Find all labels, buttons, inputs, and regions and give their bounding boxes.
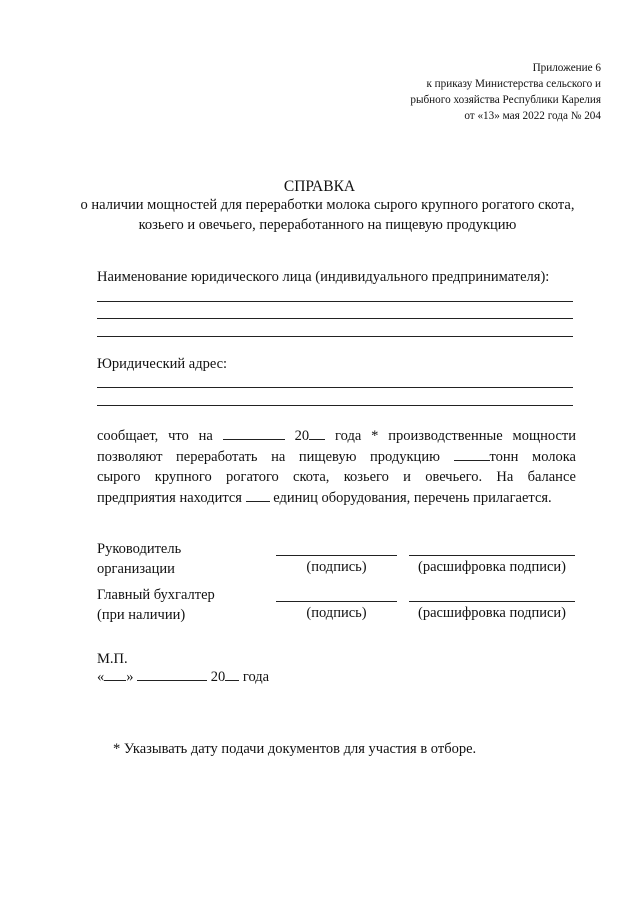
- entity-name-line-1: [97, 301, 573, 302]
- appendix-line-4: от «13» мая 2022 года № 204: [464, 110, 601, 122]
- accountant-label: Главный бухгалтер (при наличии): [97, 587, 215, 623]
- head-signature-line: [276, 555, 397, 556]
- accountant-signature-caption: (подпись): [306, 605, 367, 621]
- body-line-4: предприятия находится единиц оборудования, перечень прилагается.: [97, 487, 576, 508]
- accountant-signature-line: [276, 601, 397, 602]
- day-blank: [104, 666, 126, 681]
- equipment-count-blank: [246, 487, 270, 502]
- body-line-3: сырого крупного рогатого скота, козьего и овечьего. На балансе: [97, 469, 576, 485]
- legal-address-line-2: [97, 405, 573, 406]
- document-subtitle: о наличии мощностей для переработки молока сырого крупного рогатого скота, козьего и овечьего, переработанного на пищевую продукцию: [80, 197, 575, 233]
- body-line-2: позволяют переработать на пищевую продукцию тонн молока: [97, 446, 576, 467]
- head-decoding-caption: (расшифровка подписи): [417, 559, 567, 575]
- entity-name-label: Наименование юридического лица (индивидуального предпринимателя):: [97, 269, 550, 285]
- date-year-blank: [225, 666, 239, 681]
- appendix-line-2: к приказу Министерства сельского и: [426, 78, 601, 90]
- date-blank: [223, 425, 285, 440]
- entity-name-line-2: [97, 318, 573, 319]
- stamp-label: М.П.: [97, 651, 128, 667]
- entity-name-line-3: [97, 336, 573, 337]
- footnote: * Указывать дату подачи документов для участия в отборе.: [113, 741, 477, 757]
- accountant-decoding-line: [409, 601, 575, 602]
- date-line: « » 20 года: [97, 666, 269, 687]
- year-blank: [309, 425, 325, 440]
- legal-address-label: Юридический адрес:: [97, 356, 228, 372]
- month-blank: [137, 666, 207, 681]
- appendix-line-1: Приложение 6: [532, 62, 601, 74]
- accountant-decoding-caption: (расшифровка подписи): [417, 605, 567, 621]
- appendix-line-3: рыбного хозяйства Республики Карелия: [410, 94, 601, 106]
- head-decoding-line: [409, 555, 575, 556]
- document-title: СПРАВКА: [283, 178, 356, 195]
- tonnage-blank: [454, 446, 490, 461]
- head-signature-caption: (подпись): [306, 559, 367, 575]
- appendix-header: [341, 60, 601, 124]
- head-label: Руководитель организации: [97, 541, 182, 577]
- body-paragraph: [97, 425, 576, 508]
- body-line-1: сообщает, что на 20 года * производственные мощности: [97, 425, 576, 446]
- legal-address-line-1: [97, 387, 573, 388]
